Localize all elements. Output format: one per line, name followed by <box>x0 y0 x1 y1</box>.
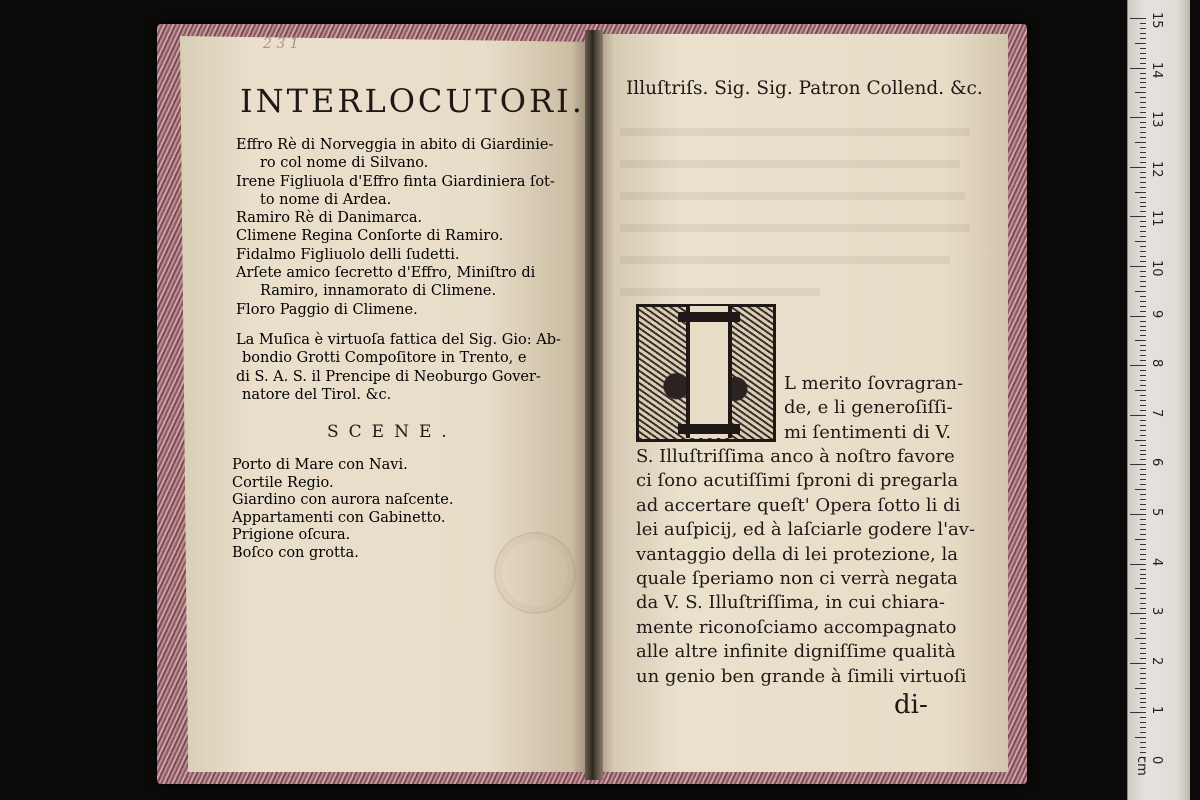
ruler-tick <box>1140 321 1146 322</box>
handwritten-note: 2 3 1 <box>263 36 299 52</box>
ruler-number: 11 <box>1149 210 1164 227</box>
ruler-tick <box>1140 504 1146 505</box>
ruler-tick <box>1140 430 1146 431</box>
body-line: L merito ſovragran- <box>784 373 964 394</box>
body-line: ad accertare queſt' Opera ſotto li di <box>636 494 961 516</box>
ruler-tick <box>1140 112 1146 113</box>
ruler-tick <box>1140 97 1146 98</box>
body-line: da V. S. Illuſtriſſima, in cui chiara- <box>636 592 946 614</box>
ruler-tick <box>1140 137 1146 138</box>
ruler-tick <box>1140 549 1146 550</box>
measurement-ruler <box>1127 0 1190 800</box>
ruler-number: 12 <box>1149 160 1164 178</box>
ruler-number: 15 <box>1149 12 1164 29</box>
ruler-tick <box>1140 400 1146 401</box>
cast-line: Irene Figliuola d'Effro finta Giardiniera ſot- <box>236 173 555 190</box>
ruler-tick <box>1140 618 1146 619</box>
ruler-tick <box>1140 33 1146 34</box>
ruler-tick <box>1135 142 1146 143</box>
cast-list <box>236 136 586 319</box>
ruler-tick <box>1140 702 1146 703</box>
body-line: quale ſperiamo non ci verrà negata <box>636 568 958 590</box>
ruler-tick <box>1130 464 1146 465</box>
ruler-tick <box>1140 58 1146 59</box>
ruler-tick <box>1140 73 1146 74</box>
ruler-tick <box>1140 87 1146 88</box>
ruler-tick <box>1135 489 1146 490</box>
ruler-tick <box>1140 717 1146 718</box>
body-line: de, e li generoſiſſi- <box>784 397 953 419</box>
ruler-tick <box>1135 588 1146 589</box>
scenes-heading: SCENE. <box>327 422 457 442</box>
ruler-tick <box>1140 574 1146 575</box>
cast-title: INTERLOCUTORI. <box>240 82 585 120</box>
ruler-tick <box>1140 162 1146 163</box>
ruler-tick <box>1140 132 1146 133</box>
ruler-tick <box>1135 192 1146 193</box>
ruler-tick <box>1140 187 1146 188</box>
ruler-tick <box>1140 231 1146 232</box>
ruler-tick <box>1140 435 1146 436</box>
ruler-tick <box>1140 251 1146 252</box>
ruler-tick <box>1140 261 1146 262</box>
ruler-number: 2 <box>1149 656 1164 666</box>
ruler-tick <box>1135 340 1146 341</box>
ruler-tick <box>1140 499 1146 500</box>
body-line: ci ſono acutiſſimi ſproni di pregarla <box>636 470 959 492</box>
ruler-tick <box>1140 534 1146 535</box>
scene-list <box>232 457 532 562</box>
ruler-tick <box>1140 693 1146 694</box>
ruler-tick <box>1140 246 1146 247</box>
body-line: un genio ben grande à ſimili virtuoſi <box>636 665 967 687</box>
ruler-tick <box>1140 281 1146 282</box>
music-line: La Muſica è virtuoſa fattica del Sig. Gio: Ab- <box>236 332 561 348</box>
ruler-tick <box>1140 732 1146 733</box>
ruler-tick <box>1140 182 1146 183</box>
cast-line: Arſete amico ſecretto d'Effro, Miniſtro di <box>236 265 536 282</box>
ruler-tick <box>1130 613 1146 614</box>
body-line: lei auſpicij, ed à laſciarle godere l'av- <box>636 519 976 541</box>
ruler-tick <box>1130 415 1146 416</box>
ruler-tick <box>1140 569 1146 570</box>
ruler-number: 6 <box>1149 458 1164 467</box>
ruler-number: 5 <box>1149 508 1164 517</box>
ruler-tick <box>1140 330 1146 331</box>
ruler-tick <box>1140 727 1146 728</box>
ruler-tick <box>1140 603 1146 604</box>
ruler-tick <box>1140 648 1146 649</box>
ruler-tick <box>1140 345 1146 346</box>
body-line: vantaggio della di lei protezione, la <box>636 543 958 565</box>
ruler-number: 7 <box>1149 408 1164 418</box>
ruler-number: 10 <box>1149 260 1164 277</box>
bleed-through-text <box>620 110 970 302</box>
ruler-tick <box>1140 395 1146 396</box>
ruler-tick <box>1130 216 1146 217</box>
ruler-tick <box>1140 752 1146 753</box>
ruler-tick <box>1130 564 1146 565</box>
scene-item: Prigione oſcura. <box>232 527 351 543</box>
ruler-tick <box>1130 712 1146 713</box>
ruler-tick <box>1140 28 1146 29</box>
music-line: natore del Tirol. &c. <box>242 386 392 403</box>
music-credit <box>236 331 586 404</box>
ruler-tick <box>1140 127 1146 128</box>
ruler-number: 3 <box>1149 607 1164 616</box>
ruler-tick <box>1140 122 1146 123</box>
ruler-tick <box>1140 673 1146 674</box>
ruler-tick <box>1140 658 1146 659</box>
ruler-tick <box>1135 241 1146 242</box>
cast-line: ro col nome di Silvano. <box>260 155 429 172</box>
music-line: di S. A. S. il Prencipe di Neoburgo Gover- <box>236 368 541 385</box>
body-line: mente riconoſciamo accompagnato <box>636 616 957 638</box>
scene-item: Appartamenti con Gabinetto. <box>232 509 446 526</box>
ruler-tick <box>1130 316 1146 317</box>
ruler-tick <box>1140 678 1146 679</box>
ruler-tick <box>1140 211 1146 212</box>
ruler-tick <box>1135 638 1146 639</box>
ruler-tick <box>1140 326 1146 327</box>
ruler-tick <box>1140 78 1146 79</box>
ruler-number: 4 <box>1149 557 1164 566</box>
music-line: bondio Grotti Compoſitore in Trento, e <box>242 350 527 367</box>
ruler-tick <box>1140 306 1146 307</box>
ruler-tick <box>1140 707 1146 708</box>
ruler-tick <box>1140 450 1146 451</box>
cast-line: Ramiro Rè di Danimarca. <box>236 210 423 227</box>
ruler-tick <box>1140 494 1146 495</box>
ruler-tick <box>1140 197 1146 198</box>
ruler-tick <box>1140 82 1146 83</box>
ruler-tick <box>1140 578 1146 579</box>
ruler-tick <box>1135 291 1146 292</box>
ruler-number: 13 <box>1149 111 1164 128</box>
dedication-body <box>636 445 975 689</box>
ruler-tick <box>1140 593 1146 594</box>
ruler-tick <box>1140 296 1146 297</box>
ruler-tick <box>1140 544 1146 545</box>
scene-item: Giardino con aurora naſcente. <box>232 492 454 508</box>
dedication-title: Illuſtriſs. Sig. Sig. Patron Collend. &c. <box>626 78 983 99</box>
ruler-tick <box>1140 48 1146 49</box>
ruler-number: 9 <box>1149 309 1164 318</box>
ruler-tick <box>1140 484 1146 485</box>
body-line: alle altre infinite digniſſime qualità <box>636 641 956 663</box>
ruler-tick <box>1140 509 1146 510</box>
ruler-tick <box>1140 598 1146 599</box>
ruler-tick <box>1140 256 1146 257</box>
ruler-tick <box>1140 683 1146 684</box>
ruler-tick <box>1140 623 1146 624</box>
cast-line: Fidalmo Figliuolo delli ſudetti. <box>236 246 460 263</box>
ruler-tick <box>1140 459 1146 460</box>
ruler-tick <box>1140 410 1146 411</box>
ruler-tick <box>1135 688 1146 689</box>
ruler-tick <box>1135 737 1146 738</box>
cast-line: Ramiro, innamorato di Climene. <box>260 283 497 300</box>
ruler-tick <box>1130 663 1146 664</box>
ruler-tick <box>1130 68 1146 69</box>
catchword: di- <box>894 690 928 720</box>
ruler-tick <box>1140 722 1146 723</box>
ruler-tick <box>1140 335 1146 336</box>
ruler-tick <box>1140 157 1146 158</box>
scene-item: Cortile Regio. <box>232 474 334 491</box>
ruler-tick <box>1140 311 1146 312</box>
dedication-lines-beside-initial <box>784 372 963 445</box>
ruler-tick <box>1140 360 1146 361</box>
ruler-tick <box>1140 63 1146 64</box>
ruler-tick <box>1140 643 1146 644</box>
cast-line: Floro Paggio di Climene. <box>236 301 418 318</box>
cast-line: to nome di Ardea. <box>260 191 392 208</box>
ruler-tick <box>1140 172 1146 173</box>
ruler-tick <box>1140 380 1146 381</box>
initial-letter-glyph <box>686 306 732 438</box>
ruler-tick <box>1140 276 1146 277</box>
ruler-tick <box>1140 519 1146 520</box>
ruler-tick <box>1140 370 1146 371</box>
ruler-tick <box>1140 554 1146 555</box>
ruler-tick <box>1135 390 1146 391</box>
ruler-tick <box>1140 445 1146 446</box>
ruler-tick <box>1140 38 1146 39</box>
ruler-tick <box>1130 365 1146 366</box>
ruler-tick <box>1140 559 1146 560</box>
body-line: S. Illuſtriſſima anco à noſtro favore <box>636 446 955 467</box>
ruler-tick <box>1140 221 1146 222</box>
ruler-tick <box>1140 301 1146 302</box>
ruler-tick <box>1140 653 1146 654</box>
ruler-tick <box>1140 633 1146 634</box>
ruler-tick <box>1140 102 1146 103</box>
body-line: mi ſentimenti di V. <box>784 421 952 443</box>
ruler-tick <box>1140 668 1146 669</box>
ruler-tick <box>1140 152 1146 153</box>
ruler-tick <box>1140 524 1146 525</box>
ruler-tick <box>1140 405 1146 406</box>
ruler-tick <box>1140 375 1146 376</box>
ruler-tick <box>1140 202 1146 203</box>
ruler-tick <box>1135 92 1146 93</box>
cast-line: Effro Rè di Norveggia in abito di Giardinie- <box>236 137 554 153</box>
ruler-tick <box>1140 350 1146 351</box>
ruler-tick <box>1140 420 1146 421</box>
ruler-number: 1 <box>1149 706 1164 715</box>
ruler-tick <box>1140 286 1146 287</box>
ruler-tick <box>1140 747 1146 748</box>
ruler-tick <box>1130 266 1146 267</box>
cast-line: Climene Regina Conſorte di Ramiro. <box>236 228 504 245</box>
ruler-tick <box>1140 529 1146 530</box>
ruler-tick <box>1140 474 1146 475</box>
ruler-tick <box>1130 514 1146 515</box>
ruler-tick <box>1140 469 1146 470</box>
book-gutter <box>585 30 603 780</box>
ruler-tick <box>1140 206 1146 207</box>
ruler-tick <box>1140 107 1146 108</box>
ruler-number: 0 cm <box>1134 756 1164 776</box>
ruler-number: 8 <box>1149 359 1164 368</box>
scene-item: Porto di Mare con Navi. <box>232 457 408 473</box>
library-stamp <box>494 532 576 614</box>
ruler-tick <box>1140 698 1146 699</box>
ruler-tick <box>1130 117 1146 118</box>
ruler-tick <box>1130 167 1146 168</box>
ruler-tick <box>1140 608 1146 609</box>
ruler-tick <box>1140 271 1146 272</box>
ruler-tick <box>1140 628 1146 629</box>
ruler-tick <box>1140 23 1146 24</box>
ruler-tick <box>1140 742 1146 743</box>
ruler-tick <box>1140 385 1146 386</box>
ruler-tick <box>1130 18 1146 19</box>
ruler-tick <box>1135 43 1146 44</box>
ruler-number: 14 <box>1149 61 1164 79</box>
ruler-tick <box>1140 454 1146 455</box>
ruler-tick <box>1140 583 1146 584</box>
ruler-tick <box>1140 226 1146 227</box>
scene-item: Boſco con grotta. <box>232 544 359 561</box>
ruler-tick <box>1140 177 1146 178</box>
ruler-tick <box>1140 479 1146 480</box>
ruler-tick <box>1135 539 1146 540</box>
ruler-tick <box>1140 236 1146 237</box>
ruler-tick <box>1140 355 1146 356</box>
ruler-tick <box>1135 440 1146 441</box>
ruler-tick <box>1140 425 1146 426</box>
ruler-tick <box>1140 53 1146 54</box>
ruler-tick <box>1140 147 1146 148</box>
